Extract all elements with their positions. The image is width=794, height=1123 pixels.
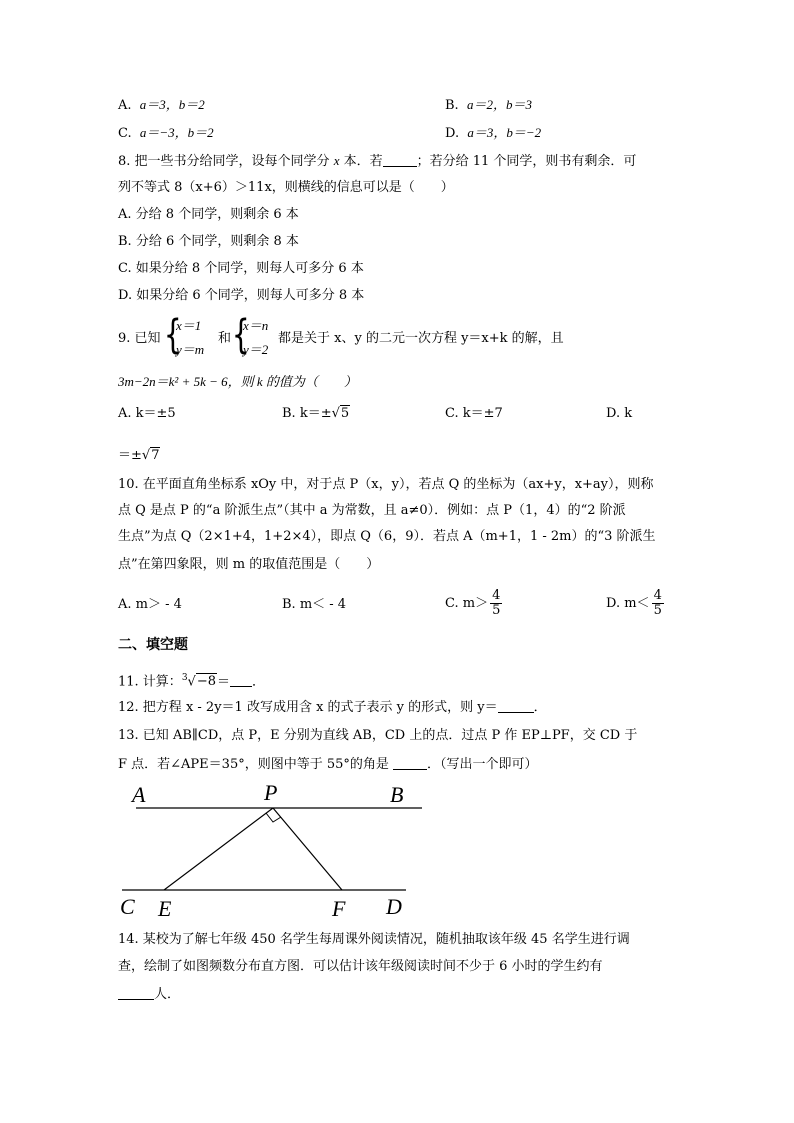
label-a: A: [132, 782, 146, 807]
q7-option-c: C. a＝−3，b＝2: [118, 125, 214, 141]
q9-brace-2: {: [231, 312, 250, 358]
q13-stem-line1: 13. 已知 AB∥CD，点 P，E 分别为直线 AB，CD 上的点．过点 P 作 EP⊥PF，交 CD 于: [118, 728, 638, 743]
q9-and: 和: [218, 331, 232, 346]
q9-option-d-continued: ＝±√7: [118, 448, 160, 463]
q8-option-d: D. 如果分给 6 个同学，则每人可多分 8 本: [118, 288, 365, 303]
q14-stem-line2: 查，绘制了如图频数分布直方图．可以估计该年级阅读时间不少于 6 小时的学生约有: [118, 959, 603, 974]
q9-brace-1: {: [163, 312, 182, 358]
q10-stem-line4: 点”在第四象限，则 m 的取值范围是（ ）: [118, 557, 380, 572]
q9-option-c: C. k＝±7: [445, 406, 503, 421]
label-f: F: [332, 896, 346, 920]
q9-stem-line2: 3m−2n＝k² + 5k − 6，则 k 的值为（ ）: [118, 374, 357, 389]
q10-option-c-fraction: $\frac{4}{5}$: [492, 588, 501, 618]
section-heading-fill-blank: 二、填空题: [118, 637, 188, 653]
q8-answer-blank[interactable]: [383, 152, 417, 167]
segment-pf: [273, 808, 342, 890]
q13-geometry-figure: [110, 780, 430, 920]
q9-option-a: A. k＝±5: [118, 406, 176, 421]
q10-option-d-fraction: $\frac{4}{5}$: [653, 588, 662, 618]
q9-system1-bottom: y＝m: [176, 342, 205, 357]
q13-stem-line2: F 点．若∠APE＝35°，则图中等于 55°的角是 ．（写出一个即可）: [118, 757, 538, 772]
q14-stem-line1: 14. 某校为了解七年级 450 名学生每周课外阅读情况，随机抽取该年级 45 名学生进行调: [118, 932, 630, 947]
q9-system1-top: x＝1: [176, 318, 202, 333]
q9-option-b: B. k＝±√5: [282, 406, 350, 421]
q14-answer-blank[interactable]: [118, 985, 154, 1000]
q10-option-c: C. m＞ $\frac{4}{5}$: [445, 588, 501, 618]
label-c: C: [120, 894, 135, 919]
q13-answer-blank[interactable]: [393, 755, 427, 770]
q7-option-a: A. a＝3，b＝2: [118, 97, 205, 113]
q10-option-d: D. m＜ $\frac{4}{5}$: [606, 588, 662, 618]
q9-system2-bottom: y＝2: [243, 342, 269, 357]
q8-option-a: A. 分给 8 个同学，则剩余 6 本: [118, 207, 299, 222]
q9-prefix: 9. 已知: [118, 331, 161, 346]
q10-option-b: B. m＜ - 4: [282, 597, 347, 612]
q8-option-c: C. 如果分给 8 个同学，则每人可多分 6 本: [118, 261, 364, 276]
q7-option-d: D. a＝3，b＝−2: [445, 125, 542, 141]
q11-stem: 11. 计算：$^3$√−8＝ ．: [118, 673, 266, 690]
label-b: B: [390, 782, 404, 807]
segment-pe: [164, 808, 273, 890]
q9-stem-suffix: 都是关于 x、y 的二元一次方程 y＝x+k 的解，且: [278, 331, 564, 346]
q7-option-b: B. a＝2，b＝3: [445, 97, 532, 113]
q8-stem-line1: 8. 把一些书分给同学，设每个同学分 x 本．若 ；若分给 11 个同学，则书有剩余．可: [118, 153, 637, 169]
q14-stem-line3: 人．: [118, 985, 180, 1004]
q10-option-a: A. m＞ - 4: [118, 597, 182, 612]
q12-stem: 12. 把方程 x - 2y＝1 改写成用含 x 的式子表示 y 的形式，则 y＝ ．: [118, 700, 547, 715]
q10-stem-line1: 10. 在平面直角坐标系 xOy 中，对于点 P（x，y），若点 Q 的坐标为（ax+y，x+ay），则称: [118, 477, 654, 492]
q9-option-d: D. k: [606, 406, 633, 421]
q8-option-b: B. 分给 6 个同学，则剩余 8 本: [118, 234, 299, 249]
q8-stem-line2: 列不等式 8（x+6）＞11x，则横线的信息可以是（ ）: [118, 180, 454, 195]
q9-system2-top: x＝n: [243, 318, 269, 333]
q12-answer-blank[interactable]: [498, 698, 534, 713]
label-d: D: [386, 894, 402, 919]
q10-stem-line3: 生点”为点 Q（2×1+4，1+2×4），即点 Q（6，9）．若点 A（m+1，1 - 2m）的“3 阶派生: [118, 529, 656, 544]
q10-stem-line2: 点 Q 是点 P 的“a 阶派生点”（其中 a 为常数，且 a≠0）．例如：点 P（1，4）的“2 阶派: [118, 503, 626, 518]
label-p: P: [264, 780, 278, 805]
q11-answer-blank[interactable]: [230, 672, 252, 687]
label-e: E: [158, 896, 172, 920]
